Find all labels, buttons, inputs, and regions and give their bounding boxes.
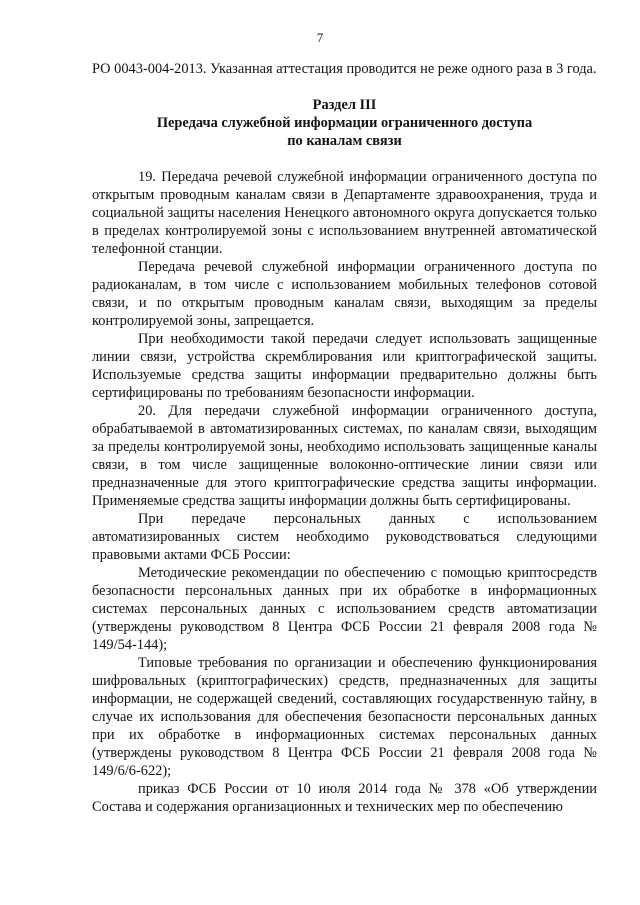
paragraph-methodical-recommendations: Методические рекомендации по обеспечению с помощью криптосредств безопасности персональных данных при их обработке в информационных системах персональных данных с использованием средств автоматизации (утверждены руководством 8 Центра ФСБ России 21 февраля 2008 года № 149/54-144); (92, 565, 597, 653)
paragraph-protected-lines: При необходимости такой передачи следует использовать защищенные линии связи, устройства скремблирования или криптографической защиты. Используемые средства защиты информации предварительно должны быть сертифицированы по требованиям безопасности информации. (92, 331, 597, 401)
section-subtitle-line-1: Передача служебной информации ограниченного доступа (156, 115, 533, 131)
intro-paragraph: РО 0043-004-2013. Указанная аттестация проводится не реже одного раза в 3 года. (92, 61, 597, 77)
paragraph-personal-data: При передаче персональных данных с использованием автоматизированных систем необходимо руководствоваться следующими правовыми актами ФСБ России: (92, 511, 597, 563)
section-subtitle-line-2: по каналам связи (287, 133, 402, 149)
paragraph-fsb-order: приказ ФСБ России от 10 июля 2014 года № 378 «Об утверждении Состава и содержания организационных и технических мер по обеспечению (92, 781, 597, 815)
paragraph-typical-requirements: Типовые требования по организации и обеспечению функционирования шифровальных (криптографических) средств, предназначенных для защиты информации, не содержащей сведений, составляющих государственную тайну, в случае их использования для обеспечения безопасности персональных данных при их обработке в информационных системах персональных данных (утверждены руководством 8 Центра ФСБ России 21 февраля 2008 года № 149/6/6-622); (92, 655, 597, 779)
page-number: 7 (316, 30, 324, 45)
section-title: Раздел III (312, 97, 377, 113)
paragraph-20: 20. Для передачи служебной информации ограниченного доступа, обрабатываемой в автоматизированных системах, по каналам связи, выходящим за пределы контролируемой зоны, необходимо использовать защищенные каналы связи, в том числе защищенные волоконно-оптические линии связи или предназначенные для этого криптографические средства защиты информации. Применяемые средства защиты информации должны быть сертифицированы. (92, 403, 597, 509)
document-body (92, 60, 597, 816)
paragraph-19: 19. Передача речевой служебной информации ограниченного доступа по открытым проводным каналам связи в Департаменте здравоохранения, труда и социальной защиты населения Ненецкого автономного округа допускается только в пределах контролируемой зоны с использованием внутренней автоматической телефонной станции. (92, 169, 597, 257)
paragraph-radio-ban: Передача речевой служебной информации ограниченного доступа по радиоканалам, в том числе с использованием мобильных телефонов сотовой связи, и по открытым проводным каналам связи, выходящим за пределы контролируемой зоны, запрещается. (92, 259, 597, 329)
section-heading (92, 96, 597, 150)
